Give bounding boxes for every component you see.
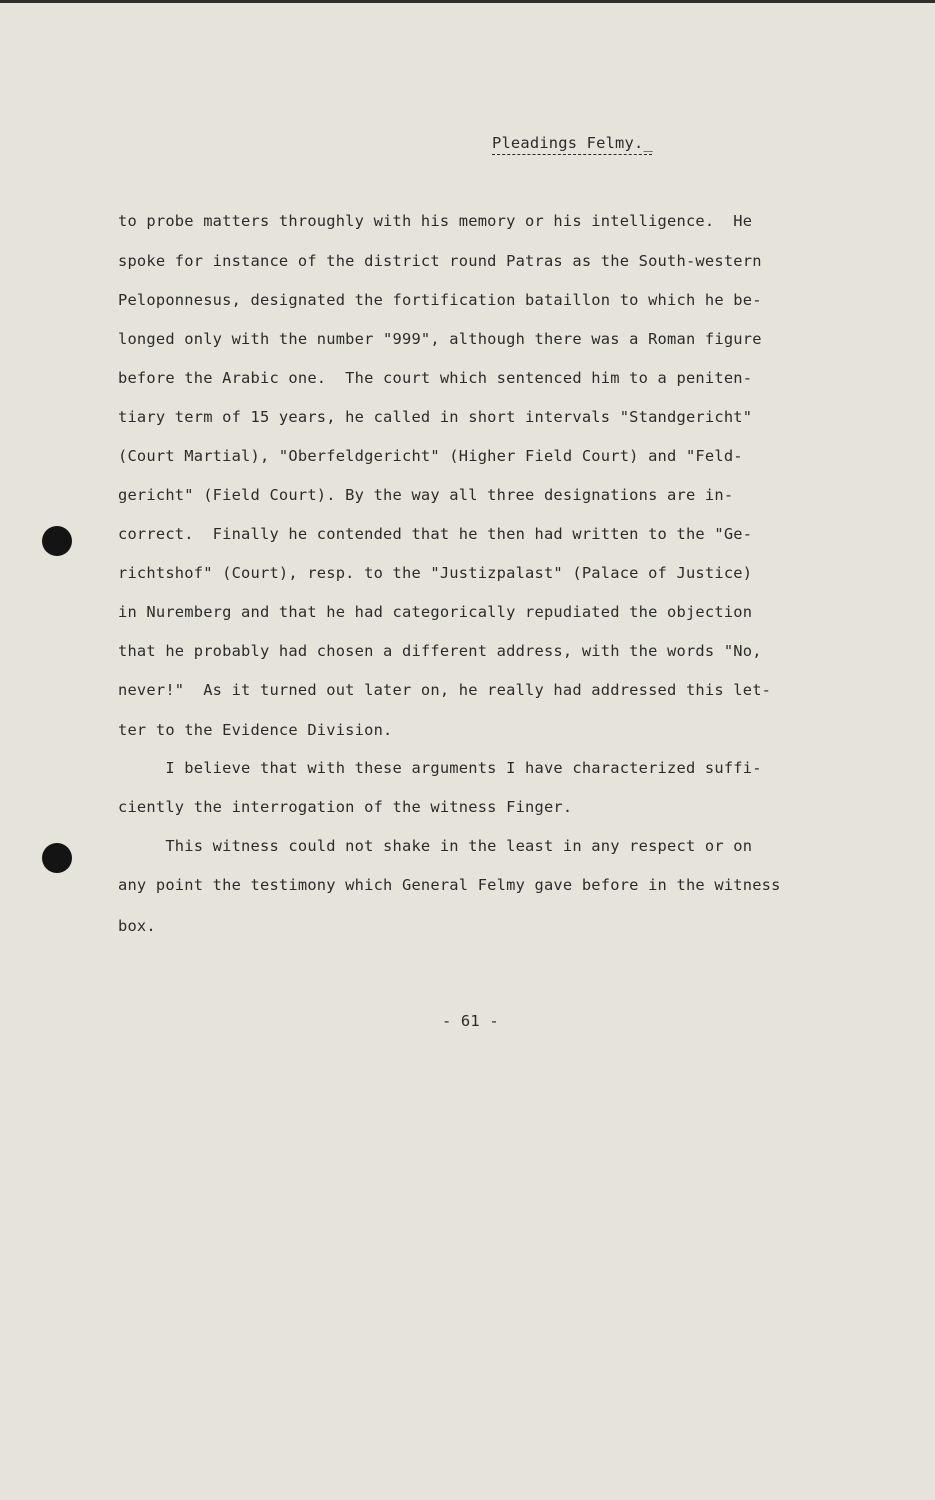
body-line: Peloponnesus, designated the fortification bataillon to which he be-	[118, 291, 762, 309]
body-line: ter to the Evidence Division.	[118, 721, 393, 739]
body-line: in Nuremberg and that he had categorically repudiated the objection	[118, 603, 753, 621]
punch-hole	[42, 843, 72, 873]
body-line: never!" As it turned out later on, he really had addressed this let-	[118, 681, 772, 699]
body-line: ciently the interrogation of the witness Finger.	[118, 798, 573, 816]
body-line: gericht" (Field Court). By the way all three designations are in-	[118, 486, 734, 504]
page-top-edge	[0, 0, 935, 3]
body-line: tiary term of 15 years, he called in short intervals "Standgericht"	[118, 408, 753, 426]
page-number: - 61 -	[442, 1012, 499, 1030]
body-line: that he probably had chosen a different address, with the words "No,	[118, 642, 762, 660]
body-line: before the Arabic one. The court which sentenced him to a peniten-	[118, 369, 753, 387]
body-line: to probe matters throughly with his memory or his intelligence. He	[118, 212, 753, 230]
body-line: box.	[118, 917, 156, 935]
body-line: longed only with the number "999", although there was a Roman figure	[118, 330, 762, 348]
page-header-title: Pleadings Felmy._	[492, 134, 653, 152]
punch-hole	[42, 526, 72, 556]
body-line: richtshof" (Court), resp. to the "Justizpalast" (Palace of Justice)	[118, 564, 753, 582]
body-line: spoke for instance of the district round Patras as the South-western	[118, 252, 762, 270]
body-line: This witness could not shake in the least in any respect or on	[118, 837, 753, 855]
body-line: correct. Finally he contended that he then had written to the "Ge-	[118, 525, 753, 543]
body-line: any point the testimony which General Felmy gave before in the witness	[118, 876, 781, 894]
body-line: (Court Martial), "Oberfeldgericht" (Higher Field Court) and "Feld-	[118, 447, 743, 465]
body-line: I believe that with these arguments I have characterized suffi-	[118, 759, 762, 777]
